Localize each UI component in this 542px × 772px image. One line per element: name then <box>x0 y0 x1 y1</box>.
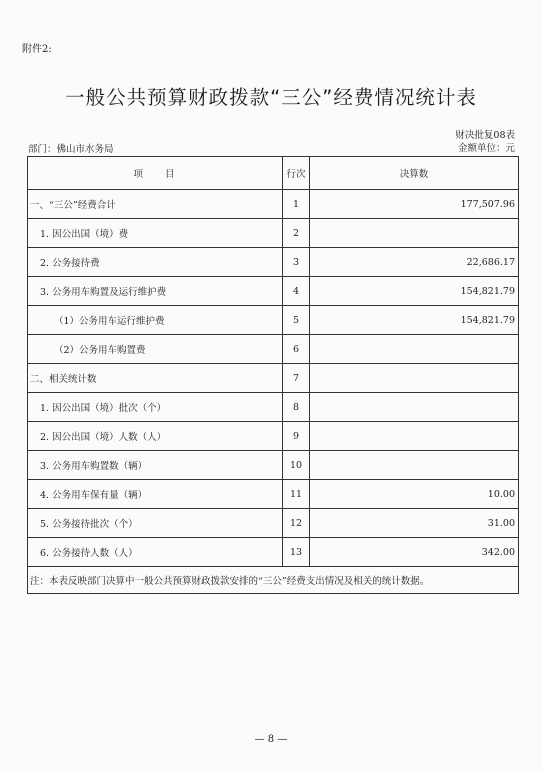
table-row <box>28 219 519 248</box>
table-row <box>28 306 519 335</box>
row-value <box>310 422 519 451</box>
row-value: 22,686.17 <box>310 248 519 277</box>
row-label: 3. 公务用车购置数（辆） <box>28 451 283 480</box>
row-label: 一、“三公”经费合计 <box>28 190 283 219</box>
row-label: 2. 因公出国（境）人数（人） <box>28 422 283 451</box>
row-label: 1. 因公出国（境）费 <box>28 219 283 248</box>
row-label: 二、相关统计数 <box>28 364 283 393</box>
row-value <box>310 335 519 364</box>
row-label: 2. 公务接待费 <box>28 248 283 277</box>
row-value: 10.00 <box>310 480 519 509</box>
table-row <box>28 393 519 422</box>
row-number: 2 <box>283 219 310 248</box>
row-value: 31.00 <box>310 509 519 538</box>
row-number: 3 <box>283 248 310 277</box>
attachment-label: 附件2: <box>22 44 52 55</box>
row-value <box>310 219 519 248</box>
row-value: 177,507.96 <box>310 190 519 219</box>
table-row <box>28 509 519 538</box>
table-row <box>28 364 519 393</box>
row-value <box>310 393 519 422</box>
table-note-row <box>28 567 519 594</box>
row-value: 342.00 <box>310 538 519 567</box>
row-number: 9 <box>283 422 310 451</box>
row-value: 154,821.79 <box>310 277 519 306</box>
amount-unit-label: 金额单位：元 <box>457 143 515 154</box>
table-row <box>28 335 519 364</box>
row-number: 10 <box>283 451 310 480</box>
header-value: 决算数 <box>310 157 519 190</box>
row-number: 4 <box>283 277 310 306</box>
table-row <box>28 277 519 306</box>
row-number: 13 <box>283 538 310 567</box>
statistics-table <box>27 156 519 594</box>
row-value: 154,821.79 <box>310 306 519 335</box>
table-note: 注：本表反映部门决算中一般公共预算财政拨款安排的“三公”经费支出情况及相关的统计数据。 <box>28 567 519 594</box>
table-row <box>28 422 519 451</box>
table-row <box>28 451 519 480</box>
department-label: 部门：佛山市水务局 <box>28 144 114 155</box>
row-label: 1. 因公出国（境）批次（个） <box>28 393 283 422</box>
header-item: 项目 <box>28 157 283 190</box>
page-number: — 8 — <box>254 734 288 745</box>
row-number: 6 <box>283 335 310 364</box>
table-row <box>28 190 519 219</box>
table-row <box>28 538 519 567</box>
row-label: 3. 公务用车购置及运行维护费 <box>28 277 283 306</box>
row-value <box>310 451 519 480</box>
row-number: 8 <box>283 393 310 422</box>
row-number: 5 <box>283 306 310 335</box>
form-number: 财决批复08表 <box>455 130 515 141</box>
row-number: 11 <box>283 480 310 509</box>
row-number: 7 <box>283 364 310 393</box>
row-number: 12 <box>283 509 310 538</box>
row-value <box>310 364 519 393</box>
row-label: （2）公务用车购置费 <box>28 335 283 364</box>
row-label: 4. 公务用车保有量（辆） <box>28 480 283 509</box>
table-header-row <box>28 157 519 190</box>
table-row <box>28 248 519 277</box>
header-row-number: 行次 <box>283 157 310 190</box>
table-row <box>28 480 519 509</box>
row-label: （1）公务用车运行维护费 <box>28 306 283 335</box>
page-title: 一般公共预算财政拨款“三公”经费情况统计表 <box>65 86 477 109</box>
row-label: 6. 公务接待人数（人） <box>28 538 283 567</box>
row-number: 1 <box>283 190 310 219</box>
row-label: 5. 公务接待批次（个） <box>28 509 283 538</box>
